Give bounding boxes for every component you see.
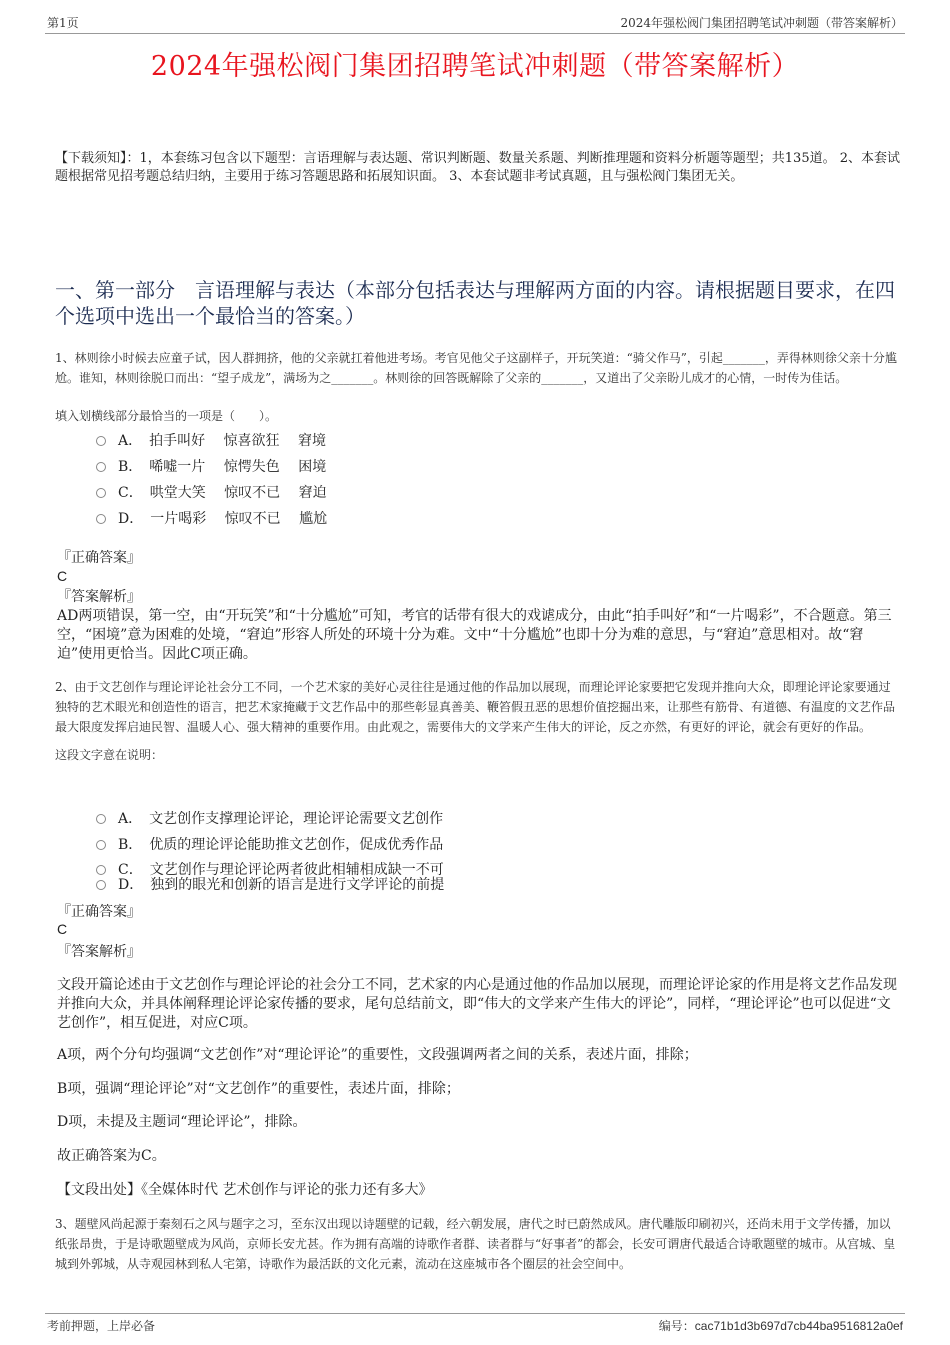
document-code-label: 编号：	[658, 1319, 695, 1333]
question-1-option-d[interactable]: D． 一片喝彩 惊叹不已 尴尬	[96, 508, 327, 528]
question-1-stem: 1、林则徐小时候去应童子试，因人群拥挤，他的父亲就扛着他进考场。考官见他父子这副样子，开玩笑道：“骑父作马”，引起_______，弄得林则徐父亲十分尴尬。谁知，林则徐脱口而出：“望子成龙”，满场为之_______。林则徐的回答既解除了父亲的_______，又道出了父亲盼儿成才的心情，一时传为佳话。	[55, 351, 897, 385]
question-1-answer: C	[57, 568, 68, 584]
header-doc-title: 2024年强松阀门集团招聘笔试冲刺题（带答案解析）	[620, 16, 903, 30]
page-title: 2024年强松阀门集团招聘笔试冲刺题（带答案解析）	[150, 51, 800, 82]
question-2-option-a[interactable]: A． 文艺创作支撑理论评论，理论评论需要文艺创作	[96, 808, 443, 828]
question-2-conclusion: 故正确答案为C。	[57, 1148, 166, 1164]
question-2-source: 【文段出处】《全媒体时代 艺术创作与评论的张力还有多大》	[57, 1182, 433, 1198]
question-1-option-b[interactable]: B． 唏嘘一片 惊愕失色 困境	[96, 456, 326, 476]
radio-icon[interactable]	[96, 880, 106, 890]
document-code-value: cac71b1d3b697d7cb44ba9516812a0ef	[694, 1319, 903, 1333]
question-2-option-c[interactable]: C． 文艺创作与理论评论两者彼此相辅相成缺一不可	[96, 859, 444, 879]
question-1-analysis: AD两项错误，第一空，由“开玩笑”和“十分尴尬”可知，考官的话带有很大的戏谑成分，由此“拍手叫好”和“一片喝彩”，不合题意。第三空，“困境”意为困难的处境，“窘迫”形容人所处的环境十分为难。文中“十分尴尬”也即十分为难的意思，与“窘迫”意思相对。故“窘迫”使用更恰当。因此C项正确。	[57, 608, 892, 662]
header-divider	[45, 33, 905, 34]
section-heading: 一、第一部分 言语理解与表达（本部分包括表达与理解两方面的内容。请根据题目要求，在四个选项中选出一个最恰当的答案。）	[55, 278, 895, 328]
question-2-option-b[interactable]: B． 优质的理论评论能助推文艺创作，促成优秀作品	[96, 834, 443, 854]
download-notice: 【下载须知】：1，本套练习包含以下题型：言语理解与表达题、常识判断题、数量关系题、判断推理题和资料分析题等题型；共135道。 2、本套试题根据常见招考题总结归纳，主要用于练习答题思路和拓展知识面。 3、本套试题非考试真题，且与强松阀门集团无关。	[55, 151, 900, 184]
question-2-note-d: D项，未提及主题词“理论评论”，排除。	[57, 1114, 307, 1130]
question-1-option-c[interactable]: C． 哄堂大笑 惊叹不已 窘迫	[96, 482, 327, 502]
radio-icon[interactable]	[96, 462, 106, 472]
question-2-prompt: 这段文字意在说明：	[55, 748, 164, 762]
question-2-stem: 2、由于文艺创作与理论评论社会分工不同，一个艺术家的美好心灵往往是通过他的作品加以展现，而理论评论家要把它发现并推向大众，即理论评论家要通过独特的艺术眼光和创造性的语言，把艺术家掩藏于文艺作品中的那些彰显真善美、鞭笞假丑恶的思想价值挖掘出来，让那些有筋骨、有道德、有温度的文艺作品最大限度发挥启迪民智、温暖人心、强大精神的重要作用。由此观之，需要伟大的文学来产生伟大的评论，反之亦然，有更好的评论，就会有更好的作品。	[55, 680, 896, 734]
radio-icon[interactable]	[96, 840, 106, 850]
radio-icon[interactable]	[96, 488, 106, 498]
page-number: 第1页	[47, 16, 79, 30]
footer-divider	[45, 1313, 905, 1314]
question-2-note-b: B项，强调“理论评论”对“文艺创作”的重要性，表述片面，排除；	[57, 1081, 460, 1097]
footer-slogan: 考前押题，上岸必备	[47, 1319, 156, 1333]
question-2-analysis-label: 『答案解析』	[57, 944, 141, 960]
question-3-stem: 3、题壁风尚起源于秦刻石之风与题字之习，至东汉出现以诗题壁的记载，经六朝发展，唐代之时已蔚然成风。唐代雕版印刷初兴，还尚未用于文学传播，加以纸张昂贵，于是诗歌题壁成为风尚，京师长安尤甚。作为拥有高端的诗歌作者群、读者群与“好事者”的都会，长安可谓唐代最适合诗歌题壁的城市。从宫城、皇城到外郭城，从寺观园林到私人宅第，诗歌作为最活跃的文化元素，流动在这座城市各个圈层的社会空间中。	[55, 1217, 896, 1271]
question-2-option-d[interactable]: D． 独到的眼光和创新的语言是进行文学评论的前提	[96, 874, 444, 894]
question-2-answer: C	[57, 921, 68, 937]
question-1-prompt: 填入划横线部分最恰当的一项是（ ）。	[55, 409, 278, 423]
question-1-answer-label: 『正确答案』	[57, 550, 141, 566]
radio-icon[interactable]	[96, 436, 106, 446]
question-1-analysis-label: 『答案解析』	[57, 589, 141, 605]
question-2-analysis: 文段开篇论述由于文艺创作与理论评论的社会分工不同，艺术家的内心是通过他的作品加以展现，而理论评论家的作用是将文艺作品发现并推向大众，并具体阐释理论评论家传播的要求，尾句总结前文，即“伟大的文学来产生伟大的评论”，同样，“理论评论”也可以促进“文艺创作”，相互促进，对应C项。	[57, 977, 897, 1031]
radio-icon[interactable]	[96, 814, 106, 824]
document-code	[659, 1317, 903, 1334]
question-2-answer-label: 『正确答案』	[57, 904, 141, 920]
question-2-note-a: A项，两个分句均强调“文艺创作”对“理论评论”的重要性，文段强调两者之间的关系，表述片面，排除；	[57, 1047, 698, 1063]
radio-icon[interactable]	[96, 514, 106, 524]
question-1-option-a[interactable]: A． 拍手叫好 惊喜欲狂 窘境	[96, 430, 326, 450]
